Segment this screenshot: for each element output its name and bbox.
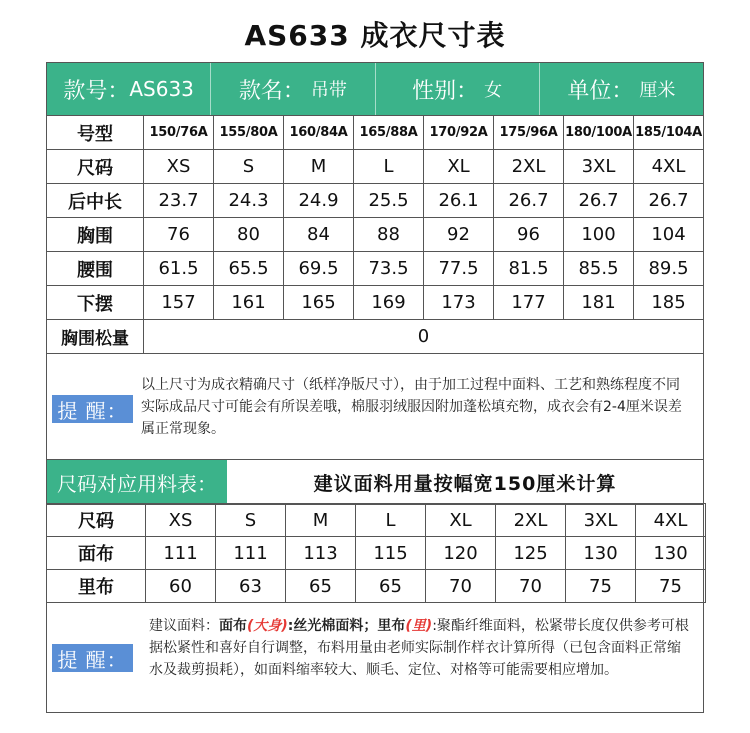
fabric-prefix: 建议面料： [149,618,219,634]
table-cell: 76 [144,218,214,252]
table-cell: 73.5 [354,252,424,286]
table-cell: 173 [424,286,494,320]
lining-fabric-tag: (里) [405,618,433,634]
gender-value: 女 [484,80,503,101]
table-row-ease [47,320,704,354]
table-row [47,184,704,218]
table-cell: 150/76A [144,116,214,150]
row-label: 尺码 [47,504,146,537]
reminder-note-2 [47,605,703,713]
row-label: 尺码 [47,150,144,184]
table-cell: 169 [354,286,424,320]
lining-fabric-label: 里布 [377,618,406,634]
fabric-table [46,503,706,603]
table-cell: 26.7 [564,184,634,218]
table-cell: 2XL [494,150,564,184]
table-cell: 120 [426,537,496,570]
row-label: 里布 [47,570,146,603]
table-cell: 26.7 [494,184,564,218]
table-cell: 104 [634,218,704,252]
table-cell: 175/96A [494,116,564,150]
table-cell: 25.5 [354,184,424,218]
table-cell: XS [146,504,216,537]
table-row [47,570,706,603]
table-row [47,252,704,286]
ease-label: 胸围松量 [47,320,144,354]
table-cell: 4XL [636,504,706,537]
table-cell: L [354,150,424,184]
table-cell: 81.5 [494,252,564,286]
page-title: AS633 成衣尺寸表 [244,19,506,52]
row-label: 面布 [47,537,146,570]
unit-label: 单位： [567,78,634,104]
table-cell: 111 [216,537,286,570]
row-label: 胸围 [47,218,144,252]
reminder-text-2 [149,615,694,681]
table-cell: 89.5 [634,252,704,286]
unit [540,63,703,115]
table-cell: 65 [286,570,356,603]
fabric-section-bar [47,459,703,505]
table-cell: 85.5 [564,252,634,286]
table-cell: 80 [214,218,284,252]
style-name-label: 款名： [238,78,305,104]
header-bar [47,63,703,115]
table-cell: 180/100A [564,116,634,150]
row-label: 后中长 [47,184,144,218]
table-cell: 24.3 [214,184,284,218]
table-cell: 125 [496,537,566,570]
reminder-note-1 [47,355,703,459]
table-cell: 185/104A [634,116,704,150]
table-cell: 160/84A [284,116,354,150]
table-cell: 115 [356,537,426,570]
table-cell: 111 [146,537,216,570]
table-cell: 65 [356,570,426,603]
table-cell: S [216,504,286,537]
table-cell: 75 [566,570,636,603]
table-cell: 61.5 [144,252,214,286]
table-cell: 70 [426,570,496,603]
row-label: 下摆 [47,286,144,320]
table-cell: 181 [564,286,634,320]
style-number [47,63,211,115]
style-name [211,63,375,115]
reminder-text-1: 以上尺寸为成衣精确尺寸（纸样净版尺寸），由于加工过程中面料、工艺和熟练程度不同实际成品尺寸可能会有所误差哦，棉服羽绒服因附加蓬松填充物，成衣会有2-4厘米误差属正常现象。 [141,377,682,437]
table-row [47,116,704,150]
style-number-value: AS633 [129,77,194,101]
table-cell: M [284,150,354,184]
table-cell: 23.7 [144,184,214,218]
table-row [47,150,704,184]
table-cell: 92 [424,218,494,252]
table-cell: 155/80A [214,116,284,150]
table-cell: 70 [496,570,566,603]
table-cell: 3XL [564,150,634,184]
unit-value: 厘米 [639,80,676,101]
table-cell: 165/88A [354,116,424,150]
table-cell: 26.1 [424,184,494,218]
table-row [47,504,706,537]
table-cell: L [356,504,426,537]
table-cell: XS [144,150,214,184]
table-cell: 161 [214,286,284,320]
outer-fabric-text: :丝光棉面料； [287,618,378,634]
table-cell: 75 [636,570,706,603]
outer-fabric-label: 面布 [219,618,247,634]
table-cell: 100 [564,218,634,252]
table-cell: 185 [634,286,704,320]
table-row [47,286,704,320]
table-cell: 130 [636,537,706,570]
table-cell: M [286,504,356,537]
lining-fabric-text: :聚酯纤维面料，松紧带长度仅供参考可根据松紧性和喜好自行调整，布料用量由老师实际制作样衣计算所得（已包含面料正常缩水及裁剪损耗），如面料缩率较大、顺毛、定位、对格等可能需要相应增加。 [149,618,689,678]
table-cell: 2XL [496,504,566,537]
table-cell: S [214,150,284,184]
table-cell: XL [426,504,496,537]
fabric-section-heading: 建议面料用量按幅宽150厘米计算 [313,472,617,495]
table-cell: XL [424,150,494,184]
table-cell: 24.9 [284,184,354,218]
table-cell: 77.5 [424,252,494,286]
table-cell: 63 [216,570,286,603]
table-cell: 113 [286,537,356,570]
outer-fabric-tag: (大身) [247,618,288,634]
table-cell: 4XL [634,150,704,184]
table-cell: 130 [566,537,636,570]
gender [376,63,540,115]
gender-label: 性别： [412,78,479,104]
reminder-badge-2: 提 醒： [52,644,133,672]
table-cell: 60 [146,570,216,603]
table-cell: 165 [284,286,354,320]
table-cell: 88 [354,218,424,252]
table-row [47,537,706,570]
row-label: 号型 [47,116,144,150]
table-cell: 84 [284,218,354,252]
ease-value: 0 [144,320,704,354]
size-table [46,115,704,354]
table-cell: 177 [494,286,564,320]
table-cell: 170/92A [424,116,494,150]
style-number-label: 款号： [63,78,130,104]
style-name-value: 吊带 [310,80,347,101]
reminder-badge-1: 提 醒： [52,395,133,423]
table-cell: 69.5 [284,252,354,286]
table-row [47,218,704,252]
table-cell: 96 [494,218,564,252]
table-cell: 65.5 [214,252,284,286]
table-cell: 26.7 [634,184,704,218]
fabric-section-label: 尺码对应用料表： [47,460,227,504]
row-label: 腰围 [47,252,144,286]
table-cell: 3XL [566,504,636,537]
table-cell: 157 [144,286,214,320]
